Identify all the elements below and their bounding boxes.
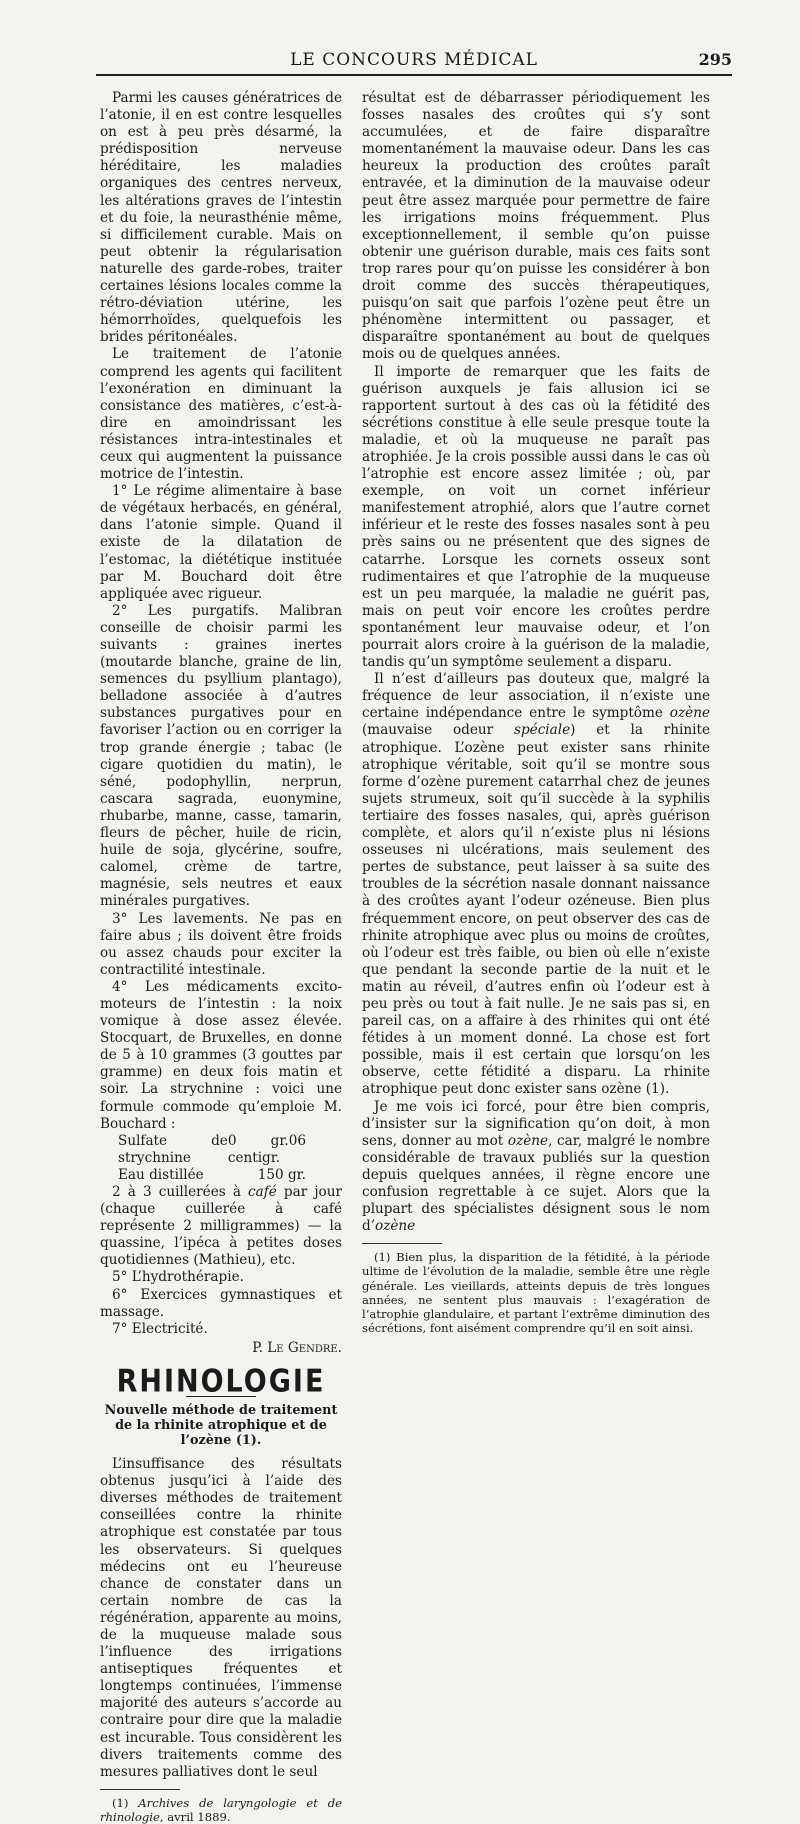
left-column [100, 90, 342, 1824]
section-rule [186, 1396, 256, 1397]
text-run: par jour (chaque cuillerée à café représente 2 milligrammes) — la quassine, l’ipéca à petites doses quotidiennes (Mathieu), etc. [100, 1184, 342, 1269]
header-rule [96, 74, 732, 76]
emphasis: ozène [507, 1132, 549, 1149]
paragraph: L’insuffisance des résultats obtenus jusqu’ici à l’aide des diverses méthodes de traitement conseillées contre la rhinite atrophique est constatée par tous les observateurs. Si quelques médecins ont eu l’heureuse chance de constater dans un certain nombre de cas la régénération, apparente au moins, de la muqueuse malade sous l’influence des irrigations antiseptiques fréquentes et longtemps continuées, l’immense majorité des auteurs s’accorde au contraire pour dire que la maladie est incurable. Tous considèrent les divers traitements comme des mesures palliatives dont le seul [100, 1456, 342, 1780]
text-run: (mauvaise odeur [362, 722, 514, 739]
list-item: 1° Le régime alimentaire à base de végétaux herbacés, en général, dans l’atonie simple. Quand il existe de la dilatation de l’estomac, la diététique instituée par M. Bouchard doit être appliquée avec rigueur. [100, 483, 342, 602]
paragraph: Le traitement de l’atonie comprend les agents qui facilitent l’exonération en diminuant la consistance des matières, c’est-à-dire en amoindrissant les résistances intra-intestinales et ceux qui augmentent la puissance motrice de l’intestin. [100, 346, 342, 483]
section-title: RHINOLOGIE [116, 1363, 326, 1400]
footnote-source: Archives de laryngologie et de rhinologie [100, 1795, 342, 1824]
text-run: Il n’est d’ailleurs pas douteux que, malgré la fréquence de leur association, il n’existe une certaine indépendance entre le symptôme [362, 671, 710, 722]
paragraph [362, 1099, 710, 1236]
right-column [362, 90, 710, 1336]
list-item: 6° Exercices gymnastiques et massage. [100, 1286, 342, 1320]
formula-ingredient: Eau distillée [118, 1166, 204, 1183]
emphasis: café [248, 1184, 277, 1200]
footnote: (1) Bien plus, la disparition de la fétidité, à la période ultime de l’évolution de la maladie, semble être une règle générale. Les vieillards, atteints depuis de très longues années, ne sentent plus mauvais : l’exagération de l’atrophie glandulaire, et partant l’extrême diminution des sécrétions, font aisément comprendre qu’il en soit ainsi. [362, 1250, 710, 1336]
emphasis: ozène [375, 1218, 416, 1235]
page-number: 295 [698, 50, 732, 69]
footnote-rule [100, 1789, 180, 1790]
text-run: 2 à 3 cuillerées à [112, 1184, 249, 1200]
author-signature: P. Le Gendre. [252, 1339, 342, 1356]
formula-amount: 150 gr. [257, 1166, 306, 1183]
article-title: Nouvelle méthode de traitement de la rhinite atrophique et de l’ozène (1). [104, 1403, 338, 1449]
running-title: LE CONCOURS MÉDICAL [290, 50, 538, 70]
footnote-number: (1) [112, 1795, 139, 1810]
page-header [96, 50, 732, 74]
formula [100, 1133, 342, 1184]
footnote [100, 1796, 342, 1824]
paragraph: Parmi les causes génératrices de l’atonie, il en est contre lesquelles on est à peu près désarmé, la prédisposition nerveuse héréditaire, les maladies organiques des centres nerveux, les altérations graves de l’intestin et du foie, la neurasthénie même, si difficilement curable. Mais on peut obtenir la régularisation naturelle des garde-robes, traiter certaines lésions locales comme la rétro-déviation utérine, les hémorrhoïdes, quelquefois les brides péritonéales. [100, 90, 342, 346]
formula-line [100, 1133, 342, 1167]
formula-ingredient: Sulfate de strychnine [118, 1132, 228, 1166]
formula-line [100, 1167, 342, 1184]
footnote-date: , avril 1889. [159, 1810, 231, 1824]
formula-amount: 0 gr.06 centigr. [227, 1132, 306, 1166]
text-run: Je me vois ici forcé, pour être bien compris, d’insister sur la signification qu’on doit, à mon sens, donner au mot [362, 1098, 710, 1149]
list-item: 3° Les lavements. Ne pas en faire abus ; ils doivent être froids ou assez chauds pour exciter la contractilité intestinale. [100, 910, 342, 978]
text-run: ) et la rhinite atrophique. L’ozène peut exister sans rhinite atrophique véritable, soit qu’il se montre sous forme d’ozène purement catarrhal chez de jeunes sujets strumeux, soit qu’il succède à la syphilis tertiaire des fosses nasales, qui, après guérison complète, et alors qu’il n’existe plus ni lésions osseuses ni ulcérations, mais seulement des pertes de substance, peut laisser à sa suite des troubles de la sécrétion nasale donnant naissance à des croûtes ayant l’odeur ozéneuse. Bien plus fréquemment encore, on peut observer des cas de rhinite atrophique avec plus ou moins de croûtes, où l’odeur est très faible, ou bien où elle n’existe que pendant la seconde partie de la nuit et le matin au réveil, d’autres enfin où l’odeur est à peu près ou tout à fait nulle. Je ne sais pas si, en pareil cas, on a affaire à des rhinites qui ont été fétides à un moment donné. La chose est fort possible, mais il est certain que lorsqu’on les observe, cette fétidité a disparu. La rhinite atrophique peut donc exister sans ozène (1). [362, 722, 710, 1098]
list-item: 4° Les médicaments excito-moteurs de l’intestin : la noix vomique à dose assez élevée. Stocquart, de Bruxelles, en donne de 5 à 10 grammes (3 gouttes par gramme) en deux fois matin et soir. La strychnine : voici une formule commode qu’emploie M. Bouchard : [100, 978, 342, 1132]
list-item: 2° Les purgatifs. Malibran conseille de choisir parmi les suivants : graines inertes (moutarde blanche, graine de lin, semences du psyllium plantago), belladone associée à d’autres substances purgatives pour en favoriser l’action ou en corriger la trop grande énergie ; tabac (le cigare quotidien du matin), le séné, podophyllin, nerprun, cascara sagrada, euonymine, rhubarbe, manne, casse, tamarin, fleurs de pêcher, huile de ricin, huile de soja, glycérine, soufre, calomel, crème de tartre, magnésie, sels neutres et eaux minérales purgatives. [100, 602, 342, 910]
paragraph: Il importe de remarquer que les faits de guérison auxquels je fais allusion ici se rapportent surtout à des cas où la fétidité des sécrétions constitue à elle seule presque toute la maladie, et où la muqueuse ne paraît pas atrophiée. Je la crois possible aussi dans le cas où l’atrophie est encore assez limitée ; où, par exemple, on voit un cornet inférieur manifestement atrophié, alors que l’autre cornet inférieur et le reste des fosses nasales sont à peu près sains ou ne présentent que des signes de catarrhe. Lorsque les cornets osseux sont rudimentaires et que l’atrophie de la muqueuse est un peu marquée, la maladie ne guérit pas, mais on peut voir encore les croûtes perdre spontanément leur mauvaise odeur, et l’on pourrait alors croire à la guérison de la maladie, tandis qu’un symptôme seulement a disparu. [362, 363, 710, 671]
text-run: , car, malgré le nombre considérable de travaux publiés sur la question depuis quelques années, il règne encore une confusion regrettable à ce sujet. Alors que la plupart des spécialistes désignent sous le nom d’ [362, 1132, 710, 1235]
footnote-rule [362, 1243, 442, 1244]
paragraph [362, 671, 710, 1098]
list-item: 7° Electricité. [112, 1320, 208, 1337]
emphasis: ozène [669, 705, 710, 722]
list-item: 5° L’hydrothérapie. [112, 1269, 244, 1286]
emphasis: spéciale [513, 722, 571, 739]
paragraph: résultat est de débarrasser périodiquement les fosses nasales des croûtes qui s’y sont accumulées, et de faire disparaître momentanément la mauvaise odeur. Dans les cas heureux la production des croûtes paraît entravée, et la diminution de la mauvaise odeur peut être assez marquée pour permettre de faire les irrigations moins fréquemment. Plus exceptionnellement, il semble qu’on puisse obtenir une guérison durable, mais ces faits sont trop rares pour qu’on puisse les considérer à bon droit comme des succès thérapeutiques, puisqu’on sait que parfois l’ozène peut être un phénomène intermittent ou passager, et disparaître spontanément au bout de quelques mois ou de quelques années. [362, 90, 710, 363]
dosage-paragraph [100, 1184, 342, 1269]
